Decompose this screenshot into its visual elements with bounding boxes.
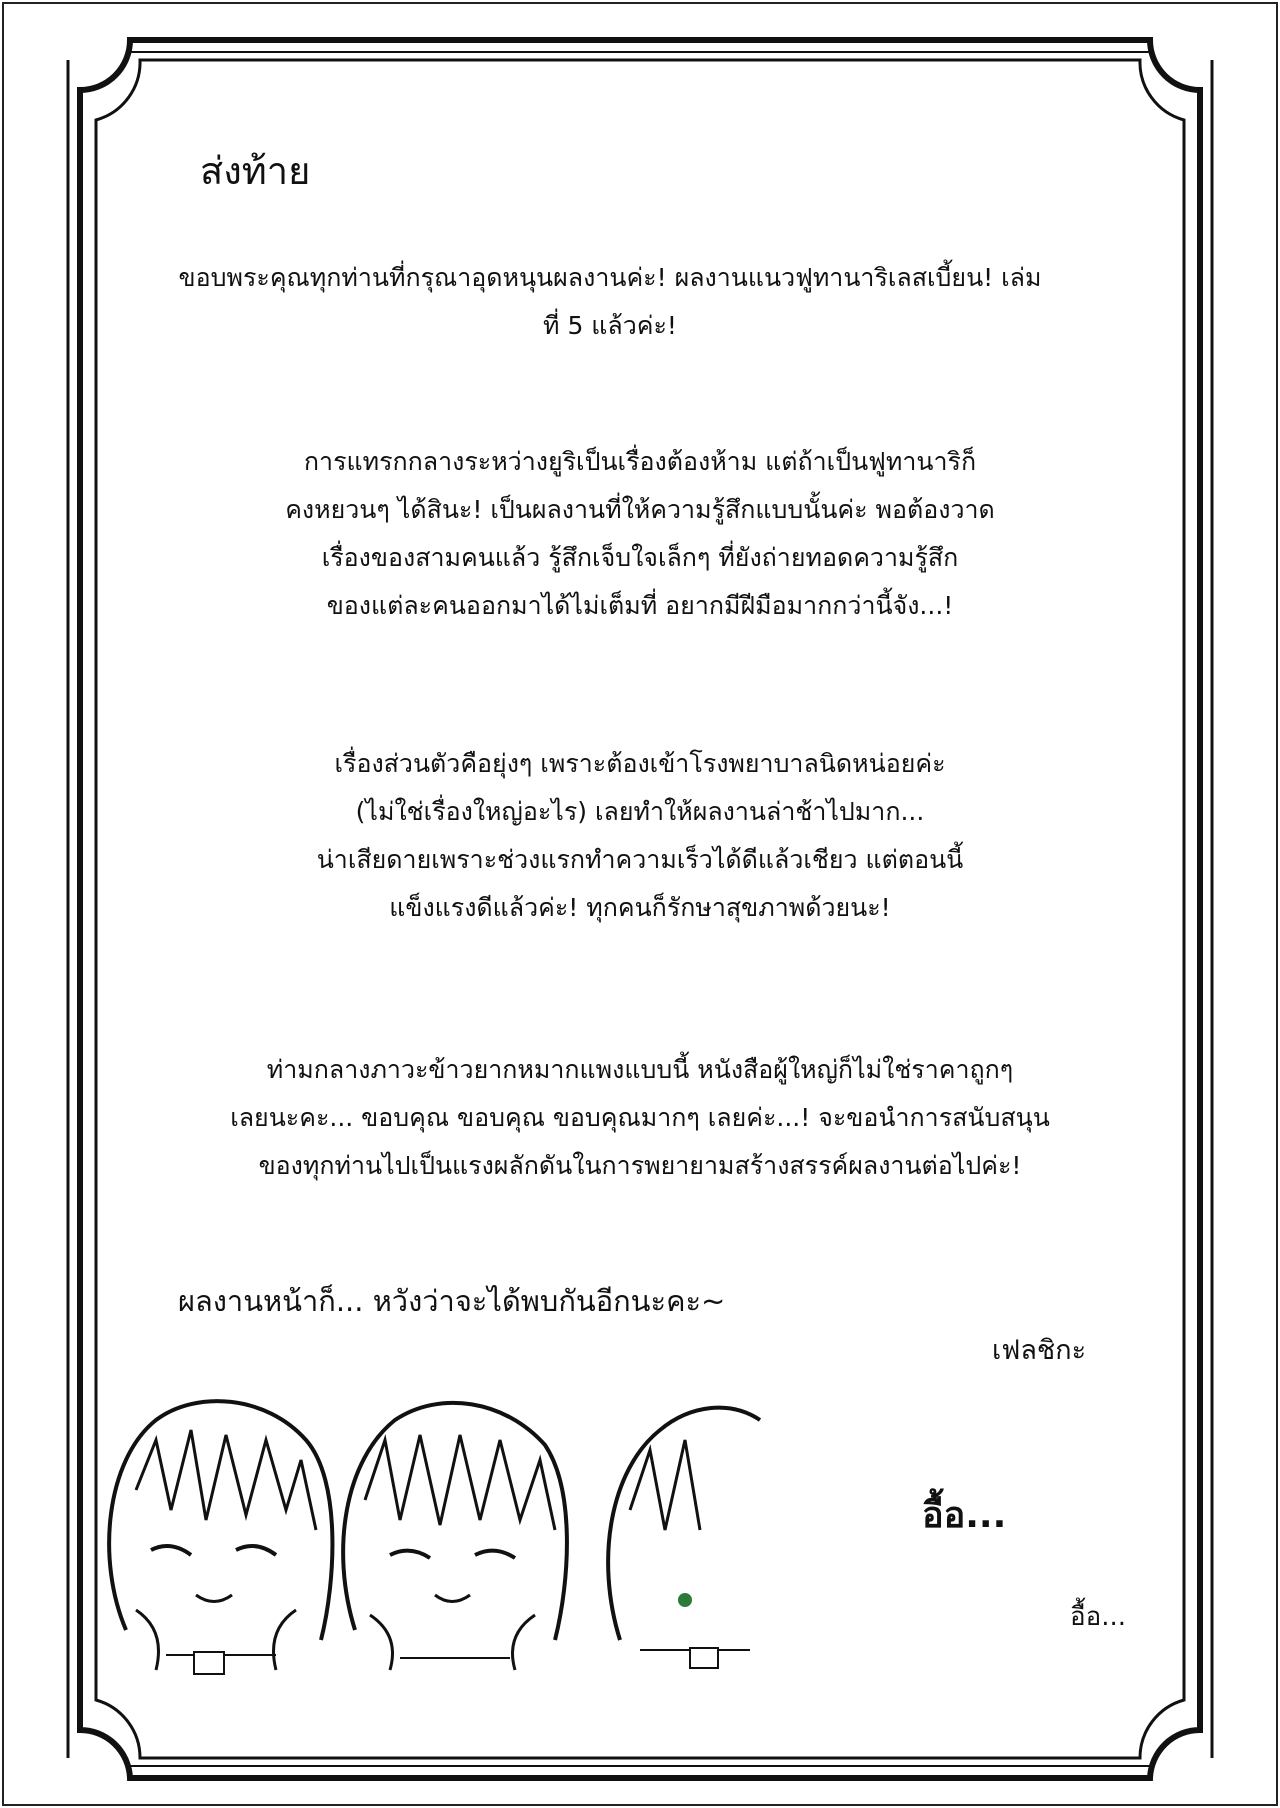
text-line: น่าเสียดายเพราะช่วงแรกทำความเร็วได้ดีแล้วเชียว แต่ตอนนี้	[316, 845, 964, 874]
text-line: ขอบพระคุณทุกท่านที่กรุณาอุดหนุนผลงานค่ะ! ผลงานแนวฟูทานาริเลสเบี้ยน! เล่ม	[178, 263, 1042, 292]
chibi-character-right	[590, 1380, 790, 1690]
text-line: (ไม่ใช่เรื่องใหญ่อะไร) เลยทำให้ผลงานล่าช้าไปมาก...	[355, 797, 925, 826]
text-line: ของแต่ละคนออกมาได้ไม่เต็มที่ อยากมีฝีมือมากกว่านี้จัง...!	[326, 591, 954, 620]
text-line: แข็งแรงดีแล้วค่ะ! ทุกคนก็รักษาสุขภาพด้วยนะ!	[389, 893, 891, 922]
afterword-heading: ส่งท้าย	[200, 149, 311, 193]
text-line: คงหยวนๆ ได้สินะ! เป็นผลงานที่ให้ความรู้สึกแบบนั้นค่ะ พอต้องวาด	[285, 495, 995, 524]
support-paragraph	[90, 1046, 1190, 1190]
closing-line: ผลงานหน้าก็... หวังว่าจะได้พบกันอีกนะคะ~	[178, 1284, 726, 1318]
story-paragraph	[90, 438, 1190, 630]
personal-paragraph	[90, 740, 1190, 932]
text-line: ที่ 5 แล้วค่ะ!	[543, 311, 677, 340]
thanks-paragraph	[120, 254, 1100, 350]
text-line: เลยนะคะ... ขอบคุณ ขอบคุณ ขอบคุณมากๆ เลยค่ะ...! จะขอนำการสนับสนุน	[230, 1103, 1050, 1132]
text-line: เรื่องส่วนตัวคือยุ่งๆ เพราะต้องเข้าโรงพยาบาลนิดหน่อยค่ะ	[334, 749, 946, 778]
author-signature: เฟลชิกะ	[992, 1335, 1087, 1366]
sfx-large-text: อื้อ...	[922, 1495, 1007, 1536]
text-line: ของทุกท่านไปเป็นแรงผลักดันในการพยายามสร้างสรรค์ผลงานต่อไปค่ะ!	[258, 1151, 1022, 1180]
text-line: เรื่องของสามคนแล้ว รู้สึกเจ็บใจเล็กๆ ที่ยังถ่ายทอดความรู้สึก	[321, 543, 959, 572]
chibi-character-left	[96, 1380, 346, 1690]
text-line: ท่ามกลางภาวะข้าวยากหมากแพงแบบนี้ หนังสือผู้ใหญ่ก็ไม่ใช่ราคาถูกๆ	[266, 1055, 1014, 1084]
sfx-small-text: อื้อ...	[1070, 1602, 1127, 1632]
text-line: การแทรกกลางระหว่างยูริเป็นเรื่องต้องห้าม แต่ถ้าเป็นฟูทานาริก็	[303, 447, 977, 476]
chibi-character-middle	[330, 1380, 580, 1690]
